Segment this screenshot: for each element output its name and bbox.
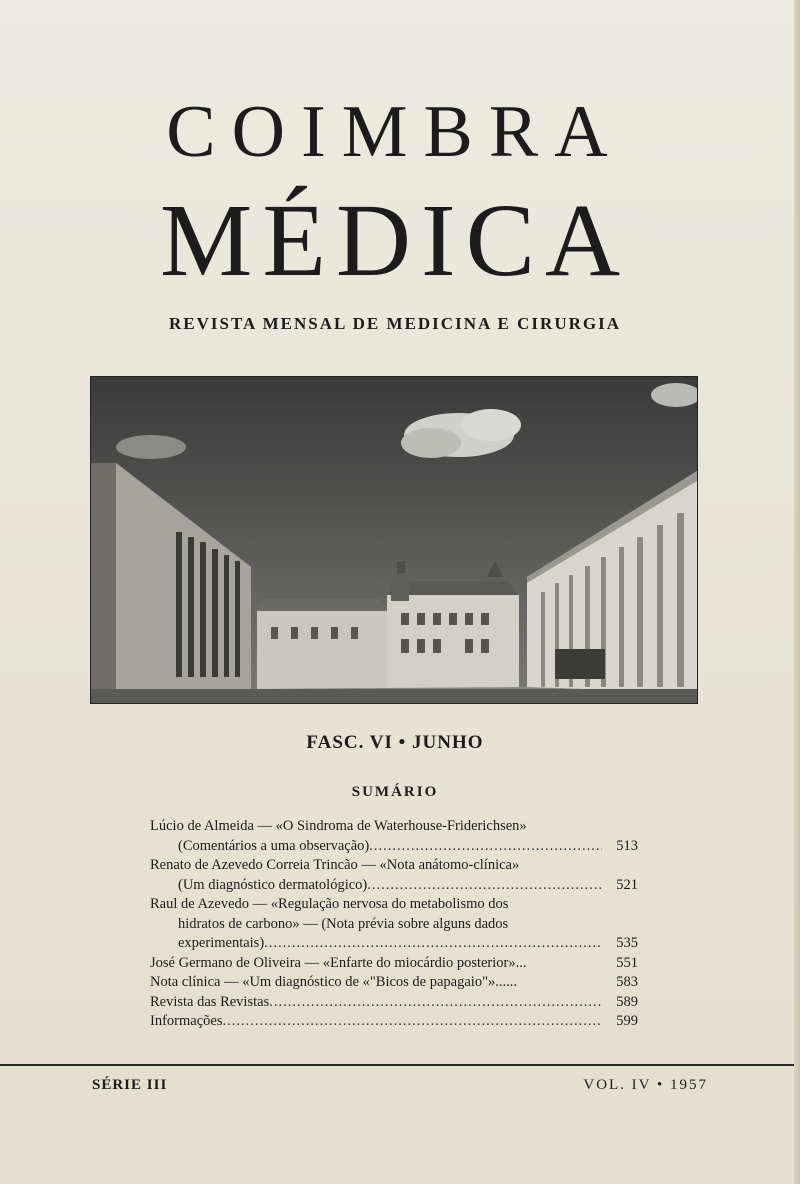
page-edge [794,0,800,1184]
toc-page-number: 535 [616,935,638,951]
toc-entry-line [150,817,638,837]
toc-page-number: 513 [616,837,638,854]
footer-rule [0,1064,800,1066]
volume-label: VOL. IV • 1957 [583,1077,708,1093]
toc-text: (Um diagnóstico dermatológico) [178,876,368,893]
leader-dots [369,837,602,857]
table-of-contents [150,817,638,1032]
toc-entry-line [150,837,638,857]
leader-dots [222,1012,602,1032]
toc-entry-line [150,934,638,954]
toc-entry-line [150,895,638,915]
journal-title-line1: COIMBRA [166,91,624,173]
toc-text: (Comentários a uma observação) [178,837,370,854]
leader-dots [367,876,602,896]
university-photo [90,376,698,704]
toc-entry-line [150,993,638,1013]
toc-page-number: 521 [616,876,638,893]
toc-entry-line [150,973,638,993]
contents-heading: SUMÁRIO [351,784,439,800]
toc-text: Informações [150,1013,223,1029]
toc-page-number: 551 [616,954,638,971]
fascicle-label: FASC. VI • JUNHO [306,732,484,753]
toc-text: experimentais) [178,935,265,951]
toc-entry-line [150,1012,638,1032]
toc-text: Lúcio de Almeida — «O Sindroma de Waterhouse-Friderichsen» [150,818,527,834]
toc-text: Renato de Azevedo Correia Trincão — «Nota anátomo-clínica» [150,857,520,873]
journal-title-line2: MÉDICA [159,183,631,298]
toc-page-number: 599 [616,1013,638,1029]
toc-entry-line [150,856,638,876]
journal-subtitle: REVISTA MENSAL DE MEDICINA E CIRURGIA [168,314,621,333]
toc-page-number: 589 [616,993,638,1010]
toc-text: Nota clínica — «Um diagnóstico de «"Bicos de papagaio"»...... [150,974,518,990]
toc-text: hidratos de carbono» — (Nota prévia sobre alguns dados [178,915,509,932]
toc-page-number: 583 [616,974,638,990]
toc-text: Revista das Revistas [150,993,270,1010]
toc-entry-line [150,876,638,896]
toc-entry-line [150,954,638,974]
toc-text: José Germano de Oliveira — «Enfarte do miocárdio posterior»... [150,954,527,971]
series-label: SÉRIE III [92,1077,168,1093]
leader-dots [264,934,602,954]
toc-entry-line [150,915,638,935]
leader-dots [269,993,602,1013]
toc-text: Raul de Azevedo — «Regulação nervosa do metabolismo dos [150,896,509,912]
